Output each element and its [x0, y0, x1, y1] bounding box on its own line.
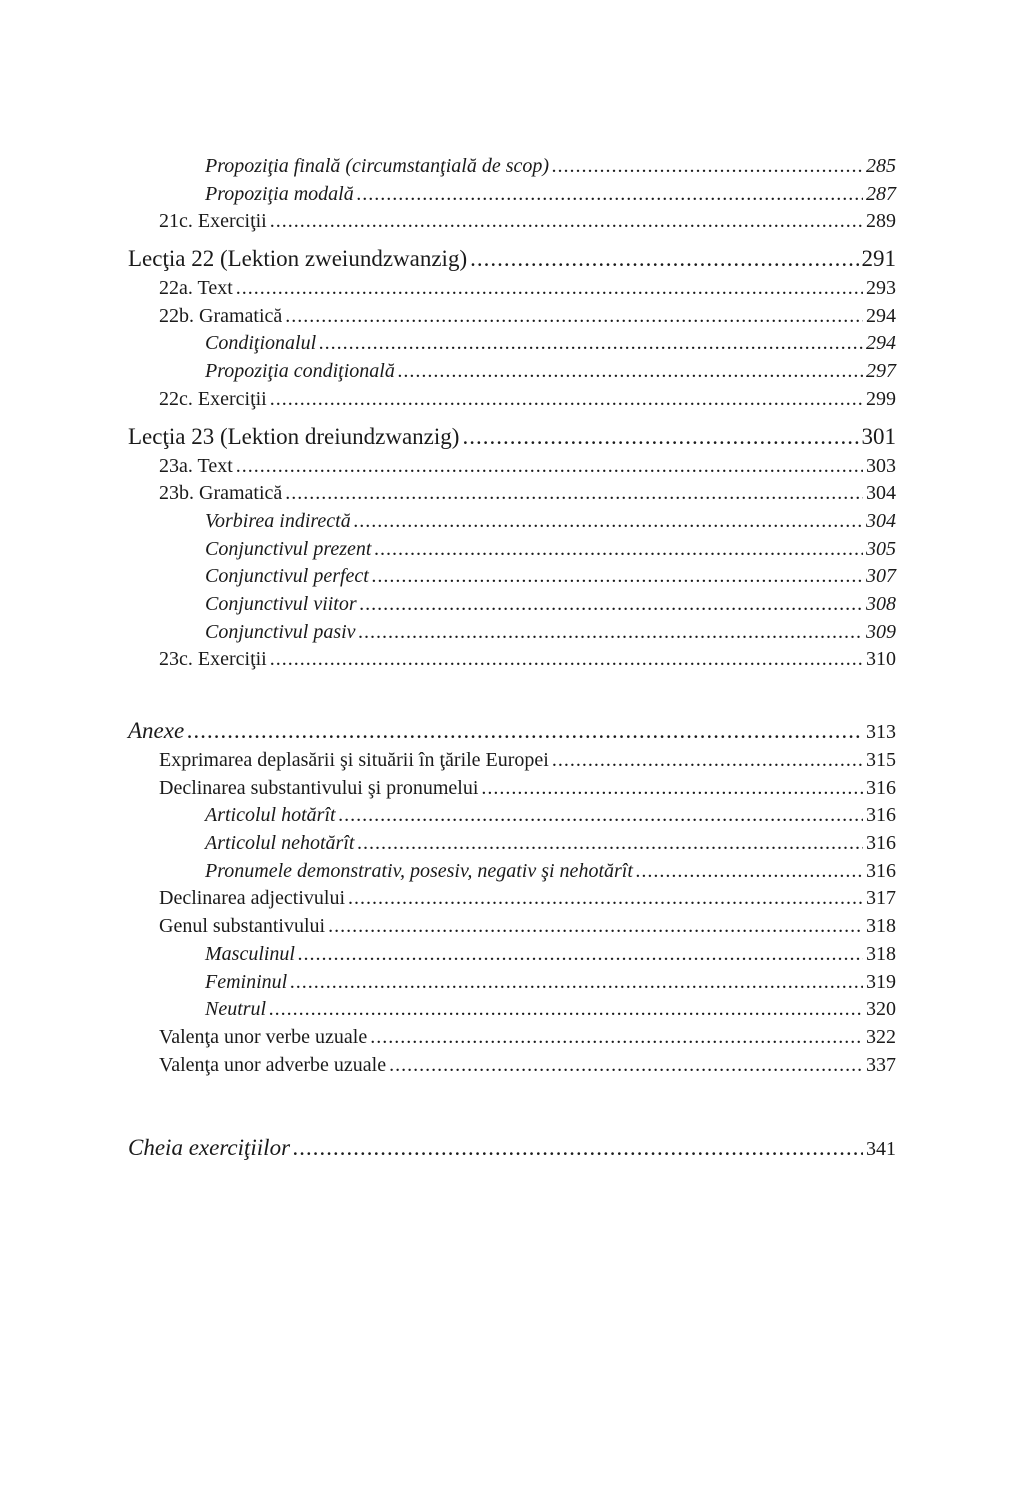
toc-entry-page: 293	[866, 277, 896, 300]
dot-leader	[293, 1135, 863, 1161]
dot-leader	[339, 804, 863, 827]
toc-entry-page: 308	[866, 592, 896, 615]
toc-entry-page: 294	[866, 332, 896, 355]
toc-entry-page: 305	[866, 537, 896, 560]
dot-leader	[270, 210, 863, 233]
dot-leader	[319, 332, 863, 355]
toc-entry-page: 310	[866, 648, 896, 671]
toc-entry-page: 303	[866, 454, 896, 477]
toc-entry-title: Lecţia 23 (Lektion dreiundzwanzig)	[128, 423, 460, 449]
dot-leader	[270, 648, 863, 671]
toc-entry-page: 285	[866, 155, 896, 177]
toc-entry	[128, 1026, 896, 1054]
dot-leader	[470, 246, 858, 272]
toc-entry-page: 309	[866, 620, 896, 643]
toc-entry-title: Valenţa unor adverbe uzuale	[159, 1053, 387, 1076]
toc-entry	[128, 971, 896, 999]
toc-entry	[128, 388, 896, 416]
toc-entry-title: 22b. Gramatică	[159, 304, 283, 327]
toc-entry-page: 318	[866, 942, 896, 965]
toc-entry-page: 301	[861, 423, 896, 449]
dot-leader	[298, 943, 863, 966]
toc-entry-title: Femininul	[205, 970, 288, 993]
toc-entry-title: Neutrul	[205, 998, 267, 1021]
toc-entry-page: 297	[866, 360, 896, 383]
dot-leader	[370, 1026, 863, 1049]
toc-entry	[128, 277, 896, 305]
toc-entry-title: Valenţa unor verbe uzuale	[159, 1025, 368, 1048]
toc-entry-title: Conjunctivul prezent	[205, 537, 372, 560]
toc-entry-title: Propoziţia condiţională	[205, 360, 395, 383]
toc-entry-page: 315	[866, 749, 896, 771]
toc-chapter	[128, 1135, 896, 1166]
toc-entry-title: Declinarea substantivului şi pronumelui	[159, 776, 479, 799]
toc-entry	[128, 749, 896, 777]
toc-entry	[128, 155, 896, 183]
toc-entry-page: 289	[866, 210, 896, 233]
toc-entry-title: Condiţionalul	[205, 332, 317, 355]
toc-entry-title: 23b. Gramatică	[159, 482, 283, 505]
toc-entry-title: Lecţia 22 (Lektion zweiundzwanzig)	[128, 246, 468, 272]
dot-leader	[357, 832, 863, 855]
dot-leader	[360, 593, 863, 616]
toc-entry-page: 304	[866, 509, 896, 532]
toc-entry-title: 23c. Exerciţii	[159, 648, 267, 671]
dot-leader	[481, 777, 863, 800]
toc-entry-page: 317	[866, 887, 896, 910]
toc-entry-page: 304	[866, 482, 896, 505]
dot-leader	[187, 718, 863, 744]
toc-entry	[128, 777, 896, 805]
toc-entry	[128, 360, 896, 388]
dot-leader	[285, 305, 863, 328]
toc-entry-title: Cheia exerciţiilor	[128, 1135, 291, 1161]
toc-entry-title: Propoziţia finală (circumstanţială de scop)	[205, 155, 550, 177]
toc-entry-page: 320	[866, 998, 896, 1021]
dot-leader	[357, 183, 863, 206]
dot-leader	[552, 749, 863, 772]
toc-entry	[128, 210, 896, 238]
toc-entry	[128, 915, 896, 943]
dot-leader	[285, 482, 863, 505]
toc-entry-page: 294	[866, 304, 896, 327]
toc-entry-title: Genul substantivului	[159, 915, 326, 938]
toc-entry-page: 319	[866, 970, 896, 993]
toc-entry-title: Pronumele demonstrativ, posesiv, negativ şi nehotărît	[205, 859, 633, 882]
toc-entry-title: 23a. Text	[159, 454, 233, 477]
toc-entry-title: Declinarea adjectivului	[159, 887, 346, 910]
toc-entry-page: 316	[866, 776, 896, 799]
toc-entry-title: 21c. Exerciţii	[159, 210, 267, 233]
dot-leader	[372, 565, 863, 588]
toc-entry	[128, 565, 896, 593]
toc-entry-page: 316	[866, 804, 896, 827]
toc-entry	[128, 183, 896, 211]
toc-entry-title: Vorbirea indirectă	[205, 509, 351, 532]
toc-entry-title: Conjunctivul viitor	[205, 592, 357, 615]
toc-chapter	[128, 246, 896, 277]
toc-entry	[128, 648, 896, 676]
toc-entry	[128, 593, 896, 621]
toc-entry-title: Articolul hotărît	[205, 804, 336, 827]
toc-entry-title: 22c. Exerciţii	[159, 387, 267, 410]
toc-entry-title: 22a. Text	[159, 277, 233, 300]
dot-leader	[354, 510, 863, 533]
toc-entry	[128, 1054, 896, 1082]
toc-entry	[128, 887, 896, 915]
table-of-contents	[128, 155, 896, 1166]
toc-entry-title: Propoziţia modală	[205, 182, 354, 205]
toc-entry-title: Conjunctivul pasiv	[205, 620, 356, 643]
dot-leader	[236, 455, 863, 478]
toc-entry-page: 316	[866, 832, 896, 855]
toc-entry	[128, 998, 896, 1026]
dot-leader	[270, 388, 863, 411]
toc-entry-title: Anexe	[128, 718, 185, 743]
dot-leader	[374, 538, 863, 561]
dot-leader	[389, 1054, 863, 1077]
toc-entry-page: 299	[866, 387, 896, 410]
toc-entry-page: 322	[866, 1025, 896, 1048]
toc-entry	[128, 455, 896, 483]
dot-leader	[236, 277, 863, 300]
dot-leader	[398, 360, 863, 383]
toc-entry-title: Conjunctivul perfect	[205, 565, 369, 588]
toc-entry	[128, 621, 896, 649]
toc-entry	[128, 305, 896, 333]
toc-entry	[128, 482, 896, 510]
dot-leader	[636, 860, 863, 883]
toc-entry	[128, 804, 896, 832]
toc-entry-page: 287	[866, 182, 896, 205]
toc-entry	[128, 332, 896, 360]
dot-leader	[552, 155, 863, 178]
dot-leader	[290, 971, 863, 994]
toc-entry-title: Masculinul	[205, 942, 295, 965]
toc-entry	[128, 943, 896, 971]
dot-leader	[462, 424, 858, 450]
toc-entry	[128, 832, 896, 860]
toc-entry	[128, 510, 896, 538]
toc-entry-title: Exprimarea deplasării şi situării în ţările Europei	[159, 749, 549, 771]
toc-entry-page: 307	[866, 565, 896, 588]
dot-leader	[359, 621, 863, 644]
dot-leader	[269, 998, 863, 1021]
toc-entry-page: 337	[866, 1053, 896, 1076]
toc-chapter	[128, 424, 896, 455]
toc-entry-page: 318	[866, 915, 896, 938]
toc-entry-title: Articolul nehotărît	[205, 832, 355, 855]
toc-entry-page: 316	[866, 859, 896, 882]
toc-entry-page: 313	[866, 721, 896, 743]
toc-chapter	[128, 718, 896, 749]
dot-leader	[348, 887, 863, 910]
toc-entry	[128, 860, 896, 888]
dot-leader	[328, 915, 863, 938]
toc-entry-page: 291	[861, 246, 896, 272]
toc-entry-page: 341	[866, 1138, 896, 1161]
toc-entry	[128, 538, 896, 566]
